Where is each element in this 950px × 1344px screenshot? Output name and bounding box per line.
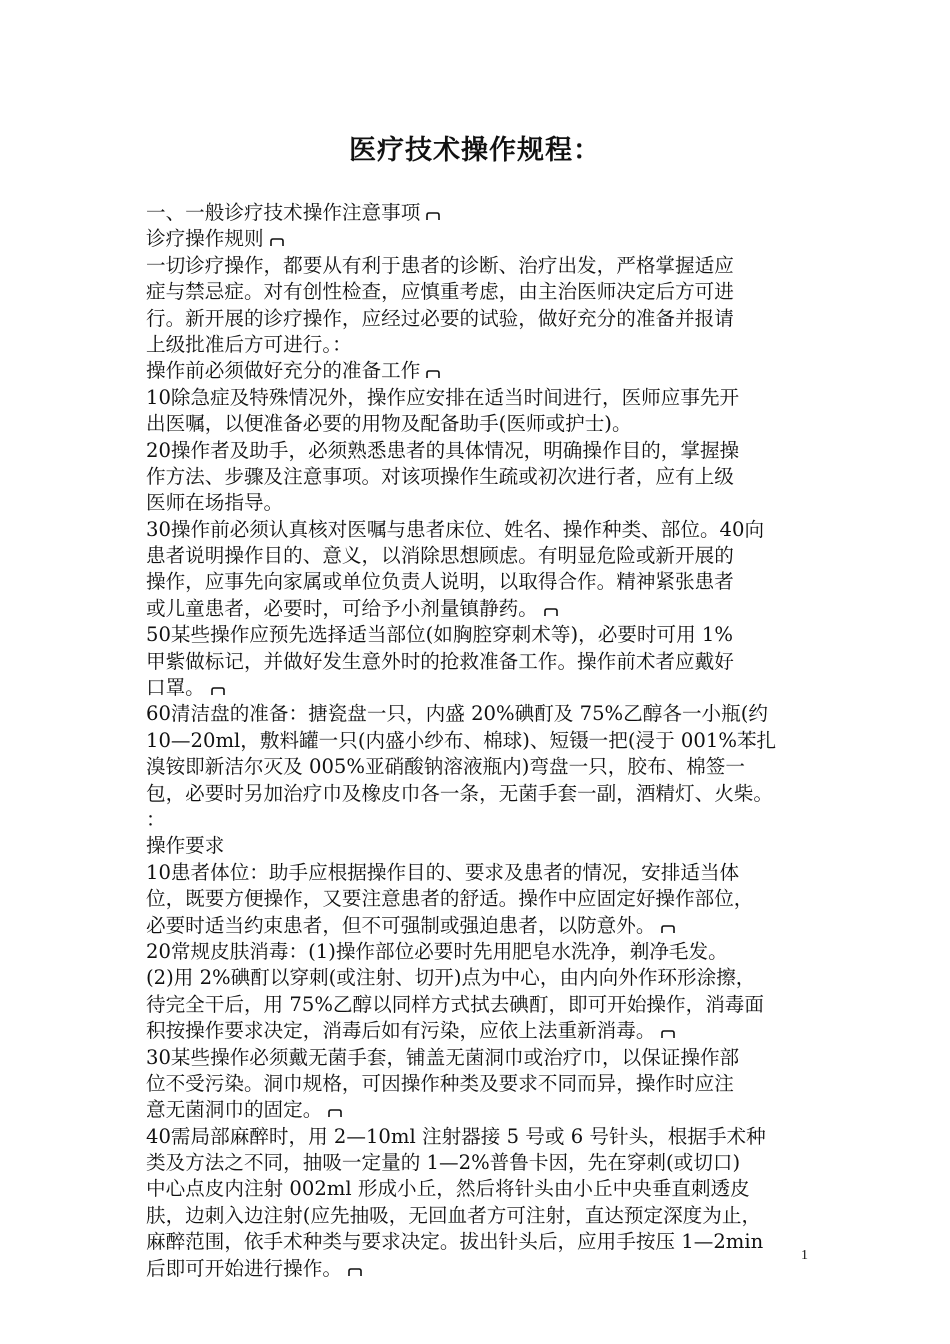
text-line [146, 543, 812, 569]
text-line-content: 一、一般诊疗技术操作注意事项 [146, 201, 421, 224]
paragraph-mark-icon [661, 1030, 675, 1039]
text-line [146, 622, 812, 648]
text-line [146, 490, 812, 516]
text-line-content: 30操作前必须认真核对医嘱与患者床位、姓名、操作种类、部位。40向 [146, 517, 765, 541]
text-line-content: 包，必要时另加治疗巾及橡皮巾各一条，无菌手套一副，酒精灯、火柴。 [146, 781, 773, 805]
text-line-content: 50某些操作应预先选择适当部位(如胸腔穿刺术等)，必要时可用 1% [146, 623, 733, 647]
text-line-content: 患者说明操作目的、意义，以消除思想顾虑。有明显危险或新开展的 [146, 544, 734, 568]
text-line-content: 位不受污染。洞巾规格，可因操作种类及要求不同而异，操作时应注 [146, 1071, 734, 1095]
text-line [146, 675, 812, 701]
text-line-content: 一切诊疗操作，都要从有利于患者的诊断、治疗出发，严格掌握适应 [146, 253, 734, 277]
text-line [146, 464, 812, 490]
text-line [146, 279, 812, 305]
document-title: 医疗技术操作规程： [349, 135, 601, 166]
text-line-content: 甲紫做标记，并做好发生意外时的抢救准备工作。操作前术者应戴好 [146, 649, 734, 673]
text-line [146, 886, 812, 912]
text-line-content: 意无菌洞巾的固定。 [146, 1098, 323, 1122]
text-line-content: 行。新开展的诊疗操作，应经过必要的试验，做好充分的准备并报请 [146, 306, 734, 330]
text-line [146, 385, 812, 411]
text-line [146, 306, 812, 332]
text-line [146, 939, 812, 965]
text-line-content: 20操作者及助手，必须熟悉患者的具体情况，明确操作目的，掌握操 [146, 438, 740, 462]
text-line [146, 438, 812, 464]
text-line-content: 10除急症及特殊情况外，操作应安排在适当时间进行，医师应事先开 [146, 385, 740, 409]
text-line [146, 1256, 812, 1282]
text-line [146, 517, 812, 543]
text-line [146, 860, 812, 886]
text-line-content: 肤，边刺入边注射(应先抽吸，无回血者方可注射，直达预定深度为止， [146, 1203, 762, 1227]
text-line [146, 1097, 812, 1123]
page-number: 1 [801, 1248, 808, 1263]
paragraph-mark-icon [270, 238, 284, 247]
text-line-content: 后即可开始进行操作。 [146, 1256, 342, 1280]
paragraph-mark-icon [211, 687, 225, 696]
text-line [146, 411, 812, 437]
text-line [146, 754, 812, 780]
text-line [146, 226, 812, 252]
text-line-content: ： [146, 807, 166, 831]
text-line [146, 1071, 812, 1097]
document-body [146, 200, 812, 1282]
text-line-content: 40需局部麻醉时，用 2—10ml 注射器接 5 号或 6 号针头，根据手术种 [146, 1124, 766, 1148]
text-line-content: 口罩。 [146, 676, 205, 700]
text-line [146, 1045, 812, 1071]
text-line-content: 医师在场指导。 [146, 491, 284, 515]
text-line-content: 30某些操作必须戴无菌手套，铺盖无菌洞巾或治疗巾，以保证操作部 [146, 1045, 740, 1069]
text-line-content: 操作前必须做好充分的准备工作 [146, 359, 421, 383]
text-line-content: 必要时适当约束患者，但不可强制或强迫患者，以防意外。 [146, 913, 656, 937]
paragraph-mark-icon [544, 608, 558, 617]
text-line-content: 积按操作要求决定，消毒后如有污染，应依上法重新消毒。 [146, 1019, 656, 1043]
text-line-content: 20常规皮肤消毒：(1)操作部位必要时先用肥皂水洗净，剃净毛发。 [146, 939, 728, 963]
text-line [146, 1124, 812, 1150]
paragraph-mark-icon [426, 370, 440, 379]
text-line [146, 781, 812, 807]
text-line [146, 913, 812, 939]
text-line [146, 1229, 812, 1255]
text-line-content: 作方法、步骤及注意事项。对该项操作生疏或初次进行者，应有上级 [146, 464, 734, 488]
text-line [146, 1203, 812, 1229]
text-line-content: 麻醉范围，依手术种类与要求决定。拔出针头后，应用手按压 1—2min [146, 1230, 764, 1254]
text-line [146, 807, 812, 833]
text-line-content: 位，既要方便操作，又要注意患者的舒适。操作中应固定好操作部位， [146, 887, 754, 911]
text-line [146, 332, 812, 358]
text-line [146, 833, 812, 859]
text-line [146, 649, 812, 675]
text-line [146, 701, 812, 727]
text-line [146, 596, 812, 622]
text-line-content: 类及方法之不同，抽吸一定量的 1—2%普鲁卡因，先在穿刺(或切口) [146, 1151, 741, 1175]
text-line [146, 253, 812, 279]
text-line-content: 诊疗操作规则 [146, 227, 264, 251]
text-line-content: 上级批准后方可进行。： [146, 332, 352, 356]
paragraph-mark-icon [348, 1268, 362, 1277]
text-line [146, 200, 812, 226]
text-line-content: 60清洁盘的准备：搪瓷盘一只，内盛 20%碘酊及 75%乙醇各一小瓶(约 [146, 702, 768, 726]
text-line [146, 965, 812, 991]
text-line [146, 358, 812, 384]
text-line [146, 992, 812, 1018]
text-line-content: 中心点皮内注射 002ml 形成小丘，然后将针头由小丘中央垂直刺透皮 [146, 1177, 750, 1201]
text-line-content: 溴铵即新洁尔灭及 005%亚硝酸钠溶液瓶内)弯盘一只，胶布、棉签一 [146, 755, 745, 779]
text-line-content: (2)用 2%碘酊以穿刺(或注射、切开)点为中心，由内向外作环形涂擦， [146, 966, 756, 990]
text-line-content: 待完全干后，用 75%乙醇以同样方式拭去碘酊，即可开始操作，消毒面 [146, 992, 764, 1016]
paragraph-mark-icon [328, 1109, 342, 1118]
text-line [146, 1176, 812, 1202]
text-line-content: 10—20ml，敷料罐一只(内盛小纱布、棉球)、短镊一把(浸于 001%苯扎 [146, 728, 777, 752]
paragraph-mark-icon [426, 212, 440, 221]
text-line-content: 10患者体位：助手应根据操作目的、要求及患者的情况，安排适当体 [146, 860, 740, 884]
text-line-content: 症与禁忌症。对有创性检查，应慎重考虑，由主治医师决定后方可进 [146, 280, 734, 304]
text-line [146, 728, 812, 754]
text-line [146, 1018, 812, 1044]
text-line-content: 出医嘱，以便准备必要的用物及配备助手(医师或护士)。 [146, 412, 632, 436]
text-line-content: 操作要求 [146, 834, 225, 858]
text-line [146, 1150, 812, 1176]
text-line-content: 操作，应事先向家属或单位负责人说明，以取得合作。精神紧张患者 [146, 570, 734, 594]
text-line [146, 569, 812, 595]
paragraph-mark-icon [661, 925, 675, 934]
text-line-content: 或儿童患者，必要时，可给予小剂量镇静药。 [146, 596, 538, 620]
